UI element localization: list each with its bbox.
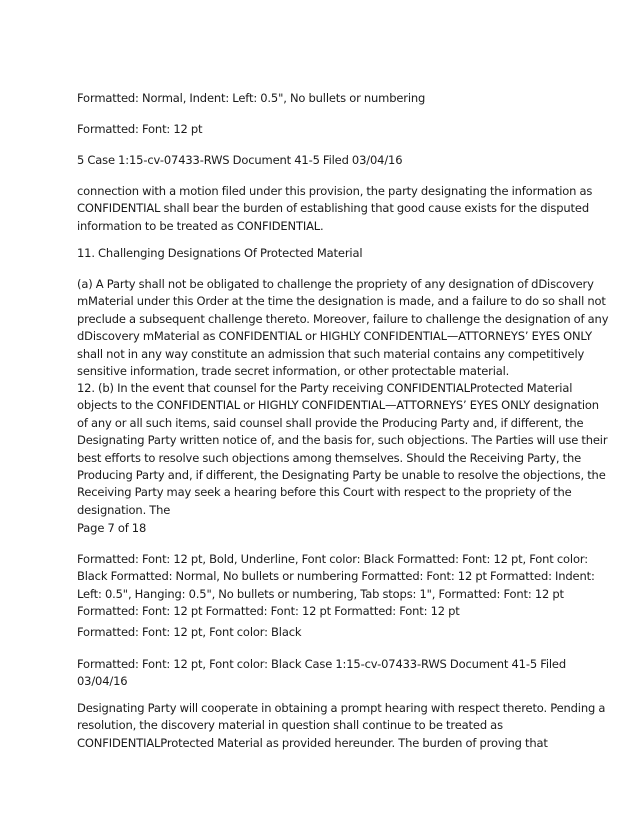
case-header [77,152,567,169]
formatting-note [77,551,595,621]
body-paragraph [77,276,609,380]
text-line: 03/04/16 [77,674,128,689]
text-line: information to be treated as CONFIDENTIAL. [77,218,324,233]
text-line: objects to the CONFIDENTIAL or HIGHLY CONFIDENTIAL—ATTORNEYS’ EYES ONLY designation [77,398,599,413]
text-line: best efforts to resolve such objections among themselves. Should the Receiving Party, the [77,450,582,465]
text-line: (a) A Party shall not be obligated to challenge the propriety of any designation of dDiscovery [77,277,594,291]
text-line: Left: 0.5", Hanging: 0.5", No bullets or numbering, Tab stops: 1", Formatted: Font: 12 pt [77,586,564,601]
text-line: sensitive information, trade secret information, or other protectable material. [77,364,510,379]
text-line: shall not in any way constitute an admission that such material contains any competitively [77,346,585,361]
text-line: Formatted: Font: 12 pt, Bold, Underline, Font color: Black Formatted: Font: 12 pt, Font color: [77,552,588,566]
body-paragraph [77,183,593,235]
text-line: designation. The [77,502,171,517]
formatting-note [77,624,567,641]
text-line: 11. Challenging Designations Of Protected Material [77,246,363,260]
text-line: Formatted: Font: 12 pt, Font color: Black [77,625,302,639]
text-line: resolution, the discovery material in question shall continue to be treated as [77,718,503,733]
text-line: Formatted: Font: 12 pt Formatted: Font: 12 pt Formatted: Font: 12 pt [77,604,460,619]
text-line: Black Formatted: Normal, No bullets or numbering Formatted: Font: 12 pt Formatted: Indent: [77,569,595,584]
text-line: Receiving Party may seek a hearing before this Court with respect to the propriety of the [77,485,572,500]
body-paragraph [77,380,608,519]
text-line: CONFIDENTIAL shall bear the burden of establishing that good cause exists for the disputed [77,201,589,216]
formatting-note [77,656,567,691]
text-line: Page 7 of 18 [77,521,147,535]
text-line: mMaterial under this Order at the time the designation is made, and a failure to do so shall not [77,294,606,309]
text-line: 12. (b) In the event that counsel for the Party receiving CONFIDENTIALProtected Material [77,381,573,395]
text-line: connection with a motion filed under this provision, the party designating the information as [77,184,593,198]
text-line: Formatted: Normal, Indent: Left: 0.5", No bullets or numbering [77,91,426,105]
text-line: Designating Party written notice of, and the basis for, such objections. The Parties will use their [77,433,608,448]
text-line: CONFIDENTIALProtected Material as provided hereunder. The burden of proving that [77,735,548,750]
section-heading [77,245,567,262]
text-line: Designating Party will cooperate in obtaining a prompt hearing with respect thereto. Pending a [77,701,606,715]
text-line: Formatted: Font: 12 pt [77,122,203,136]
text-line: of any or all such items, said counsel shall provide the Producing Party and, if different, the [77,415,584,430]
body-paragraph [77,700,606,752]
text-line: Producing Party and, if different, the Designating Party be unable to resolve the objections, the [77,468,606,483]
text-line: dDiscovery mMaterial as CONFIDENTIAL or HIGHLY CONFIDENTIAL—ATTORNEYS’ EYES ONLY [77,329,593,344]
text-line: preclude a subsequent challenge thereto. Moreover, failure to challenge the designation of any [77,311,609,326]
formatting-note [77,90,567,107]
formatting-note [77,121,567,138]
text-line: Formatted: Font: 12 pt, Font color: Black Case 1:15-cv-07433-RWS Document 41-5 Filed [77,657,566,671]
page-number [77,520,567,537]
text-line: 5 Case 1:15-cv-07433-RWS Document 41-5 Filed 03/04/16 [77,153,403,167]
